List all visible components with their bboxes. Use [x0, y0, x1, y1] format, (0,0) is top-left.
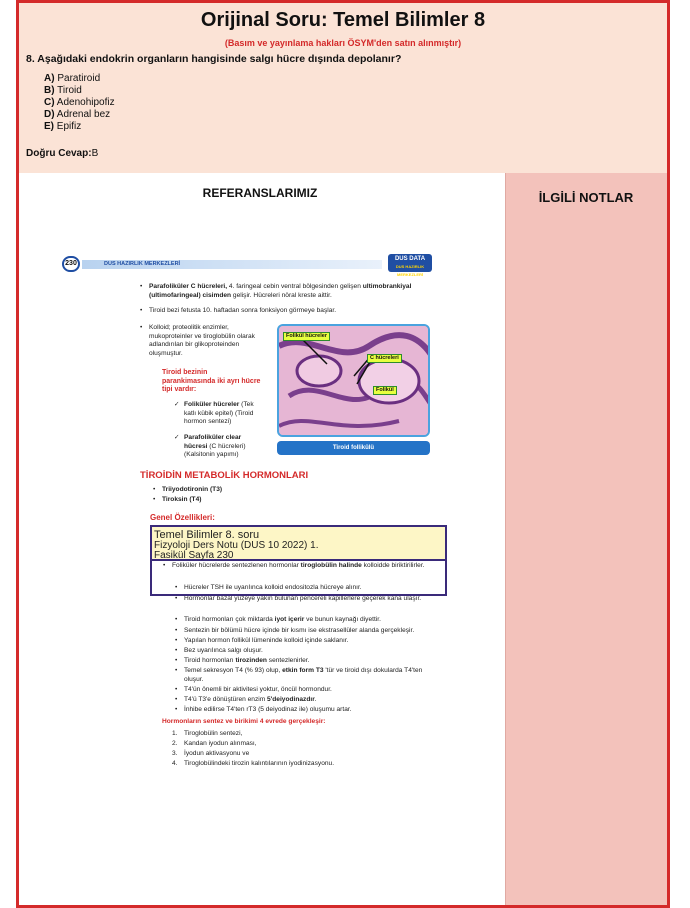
answer-options: [44, 73, 115, 133]
text: Tiroid hormonları: [184, 657, 236, 664]
option-c: [44, 97, 115, 109]
references-title: REFERANSLARIMIZ: [202, 186, 318, 200]
publisher-logo: [388, 254, 432, 277]
logo-main: DUS DATA: [394, 256, 426, 262]
bold-text: iyot içerir: [274, 616, 305, 623]
red-subheading-2: Hormonların sentez ve birikimi 4 evrede gerçekleşir:: [162, 718, 326, 725]
reference-note-box: [150, 525, 447, 561]
note-line-2: Fizyoloji Ders Notu (DUS 10 2022) 1.: [154, 539, 319, 551]
correct-answer: [26, 148, 98, 159]
notes-column: [505, 173, 667, 905]
option-letter: B): [44, 85, 55, 96]
bold-text: Foliküler hücreler: [184, 401, 240, 408]
option-letter: E): [44, 121, 54, 132]
bold-text: tiroglobülin halinde: [300, 562, 362, 569]
question-text: 8. Aşağıdaki endokrin organların hangisinde salgı hücre dışında depolanır?: [26, 53, 402, 65]
book-bullet-3: • Kolloid; proteolitik enzimler, mukoproteinler ve tiroglobülin olarak adlandırılan bir glikoproteinden oluşmuştur.: [149, 324, 265, 358]
label-follicle-cells: Folikül hücreler: [283, 332, 330, 341]
step-2: 2. Kandan iyodun alınması,: [184, 740, 434, 749]
text: Tiroid hormonları çok miktarda: [184, 616, 275, 623]
page-number: 230: [62, 256, 80, 272]
text: gelişir. Hücreleri nöral kreste aittir.: [231, 291, 332, 299]
text: 4. faringeal cebin ventral bölgesinden gelişen: [227, 283, 363, 290]
option-e: [44, 121, 115, 133]
text: Temel sekresyon T4 (% 93) olup,: [184, 667, 283, 674]
option-letter: C): [44, 97, 55, 108]
histology-drawing: [279, 326, 430, 437]
general-features-heading: Genel Özellikleri:: [150, 513, 215, 522]
book-bullet-2: • Tiroid bezi fetusta 10. haftadan sonra fonksiyon görmeye başlar.: [149, 307, 431, 316]
section-title: TİROİDİN METABOLİK HORMONLARI: [140, 470, 309, 481]
option-text: Adrenal bez: [54, 109, 111, 120]
bold-text: Tiroksin (T4): [162, 496, 202, 503]
bold-text: Parafoliküler clear hücresi: [184, 434, 242, 450]
check-item-2: [184, 434, 264, 460]
label-follicle: Folikül: [373, 386, 397, 395]
note-line-3: Fasikül Sayfa 230: [154, 550, 234, 561]
feature-10: • İnhibe edilirse T4'ten rT3 (5 deiyodinaz ile) oluşumu artar.: [184, 706, 432, 715]
bold-text: tirozinden: [235, 657, 267, 664]
answer-value: B: [91, 148, 99, 159]
page-title: Orijinal Soru: Temel Bilimler 8: [200, 9, 486, 31]
band-text: DUS HAZIRLIK MERKEZLERİ: [104, 261, 181, 267]
option-text: Epifiz: [54, 121, 82, 132]
option-text: Tiroid: [54, 85, 82, 96]
option-text: Adenohipofiz: [54, 97, 115, 108]
bold-text: etkin form T3: [282, 667, 324, 674]
feature-2: [184, 616, 432, 625]
subfeature-1: • Hücreler TSH ile uyarılınca kolloid endositozla hücreye alınır.: [184, 584, 432, 593]
feature-9: [184, 696, 432, 705]
feature-3: • Sentezin bir bölümü hücre içinde bir kısmı ise ekstrasellüler alanda gerçekleşir.: [184, 627, 436, 636]
bold-text: 5'deiyodinazdır: [267, 696, 315, 703]
option-b: [44, 85, 115, 97]
book-page-header: [62, 256, 434, 277]
red-subheading: Tiroid bezinin parankimasında iki ayrı hücre tipi vardır:: [162, 369, 261, 393]
text: sentezlenirler.: [266, 657, 310, 664]
subfeature-2: • Hormonlar bazal yüzeye yakın bulunan pencereli kapillerlere geçerek kana ulaşır.: [184, 595, 432, 604]
note-line-1: Temel Bilimler 8. soru: [154, 529, 260, 541]
header-band: [82, 260, 382, 269]
bold-text: Triiyodotironin (T3): [162, 486, 223, 493]
text: Foliküler hücrelerde sentezlenen hormonlar: [172, 562, 301, 569]
label-c-cells: C hücreleri: [367, 354, 402, 363]
text: ve bunun kaynağı diyettir.: [304, 616, 381, 623]
text: .: [314, 696, 317, 703]
bold-text: ultimobrankiyal (ultimofaringeal) cisimden: [149, 283, 412, 299]
text: 'tür ve tiroid dışı dokularda T4'ten oluşur.: [184, 667, 423, 683]
check-item-1: [184, 401, 264, 427]
option-letter: A): [44, 73, 55, 84]
text: (C hücreleri) (Kalsitonin yapımı): [184, 442, 246, 458]
feature-8: • T4'ün önemli bir aktivitesi yoktur, öncül hormondur.: [184, 686, 432, 695]
option-a: [44, 73, 115, 85]
notes-title: İLGİLİ NOTLAR: [538, 190, 634, 205]
text: T4'ü T3'e dönüştüren enzim: [184, 696, 268, 703]
image-caption: Tiroid follikülü: [277, 441, 430, 455]
bold-text: Parafoliküler C hücreleri,: [149, 283, 228, 290]
feature-6: [184, 657, 432, 666]
option-text: Paratiroid: [54, 73, 101, 84]
option-letter: D): [44, 109, 55, 120]
step-1: 1. Tiroglobülin sentezi,: [184, 730, 434, 739]
feature-5: • Bez uyarılınca salgı oluşur.: [184, 647, 432, 656]
hormone-t3: [162, 486, 362, 495]
feature-7: [184, 667, 432, 684]
answer-label: Doğru Cevap:: [26, 148, 92, 159]
hormone-t4: [162, 496, 362, 505]
step-3: 3. İyodun aktivasyonu ve: [184, 750, 434, 759]
text: kolloidde biriktirilirler.: [361, 562, 425, 569]
book-bullet-1: [149, 283, 431, 300]
logo-sub: DUS HAZIRLIK MERKEZLERİ: [395, 264, 425, 277]
copyright-note: (Basım ve yayınlama hakları ÖSYM'den satın alınmıştır): [224, 38, 462, 48]
text: (Tek katlı kübik epitel) (Tiroid hormon sentezi): [184, 401, 254, 425]
option-d: [44, 109, 115, 121]
feature-4: • Yapılan hormon follikül lümeninde kolloid içinde saklanır.: [184, 637, 432, 646]
thyroid-histology-image: [277, 324, 430, 437]
step-4: 4. Tiroglobülindeki tirozin kalıntılarının iyodinizasyonu.: [184, 760, 434, 769]
